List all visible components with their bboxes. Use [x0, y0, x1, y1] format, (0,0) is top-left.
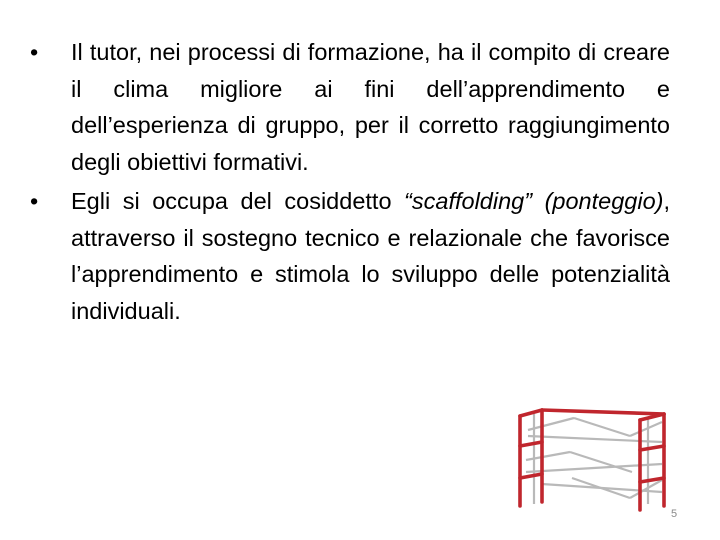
bullet-marker: • — [30, 39, 39, 65]
bullet-text-italic: “scaffolding” (ponteggio) — [404, 188, 664, 214]
bullet-text-lead: Egli si occupa del cosiddetto — [71, 188, 405, 214]
scaffolding-image — [512, 406, 680, 513]
bullet-item-tutor-role — [30, 34, 670, 180]
page-number: 5 — [670, 508, 678, 520]
bullet-text-rest: , attraverso il sostegno tecnico e relazionale che favorisce l’apprendimento e stimola lo sviluppo delle potenzialità individuali. — [71, 188, 670, 324]
bullet-marker: • — [30, 188, 39, 214]
bullet-text — [71, 188, 670, 324]
bullet-list — [30, 34, 670, 329]
bullet-text: Il tutor, nei processi di formazione, ha il compito di creare il clima migliore ai fini dell’apprendimento e dell’esperienza di gruppo, per il corretto raggiungimento degli obiettivi formativi. — [71, 39, 670, 175]
bullet-item-scaffolding — [30, 183, 670, 329]
